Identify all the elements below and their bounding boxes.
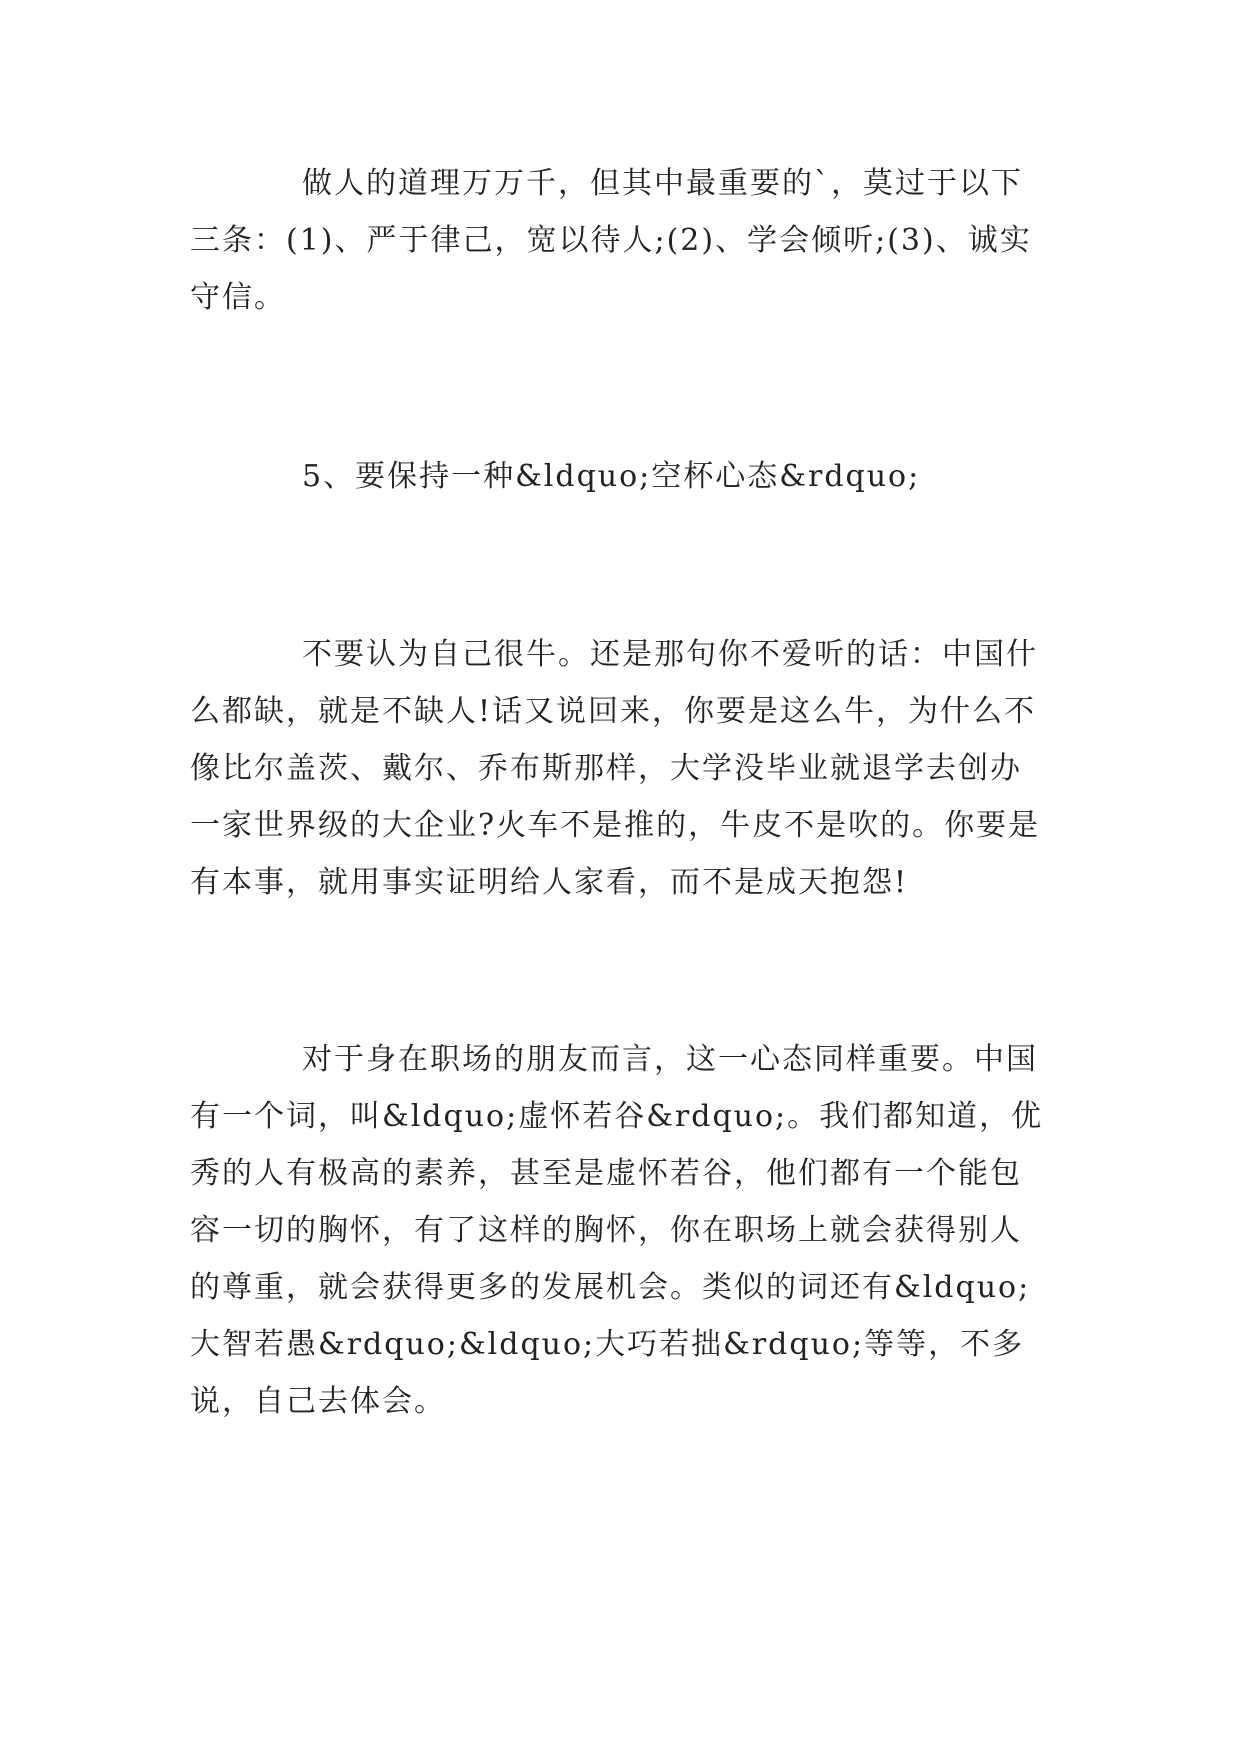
section-heading-empty-cup: 5、要保持一种&ldquo;空杯心态&rdquo;: [302, 459, 921, 494]
paragraph-workplace: 对于身在职场的朋友而言，这一心态同样重要。中国有一个词，叫&ldquo;虚怀若谷&rdquo;。我们都知道，优秀的人有极高的素养，甚至是虚怀若谷，他们都有一个能包容一切的胸怀，有了这样的胸怀，你在职场上就会获得别人的尊重，就会获得更多的发展机会。类似的词还有&ldquo;大智若愚&rdquo;&ldquo;大巧若拙&rdquo;等等，不多说，自己去体会。: [190, 1042, 1044, 1419]
paragraph-humility: 不要认为自己很牛。还是那句你不爱听的话：中国什么都缺，就是不缺人!话又说回来，你要是这么牛，为什么不像比尔盖茨、戴尔、乔布斯那样，大学没毕业就退学去创办一家世界级的大企业?火车不是推的，牛皮不是吹的。你要是有本事，就用事实证明给人家看，而不是成天抱怨!: [190, 637, 1041, 900]
paragraph-principles: 做人的道理万万千，但其中最重要的`，莫过于以下三条：(1)、严于律己，宽以待人;(2)、学会倾听;(3)、诚实守信。: [190, 166, 1032, 315]
